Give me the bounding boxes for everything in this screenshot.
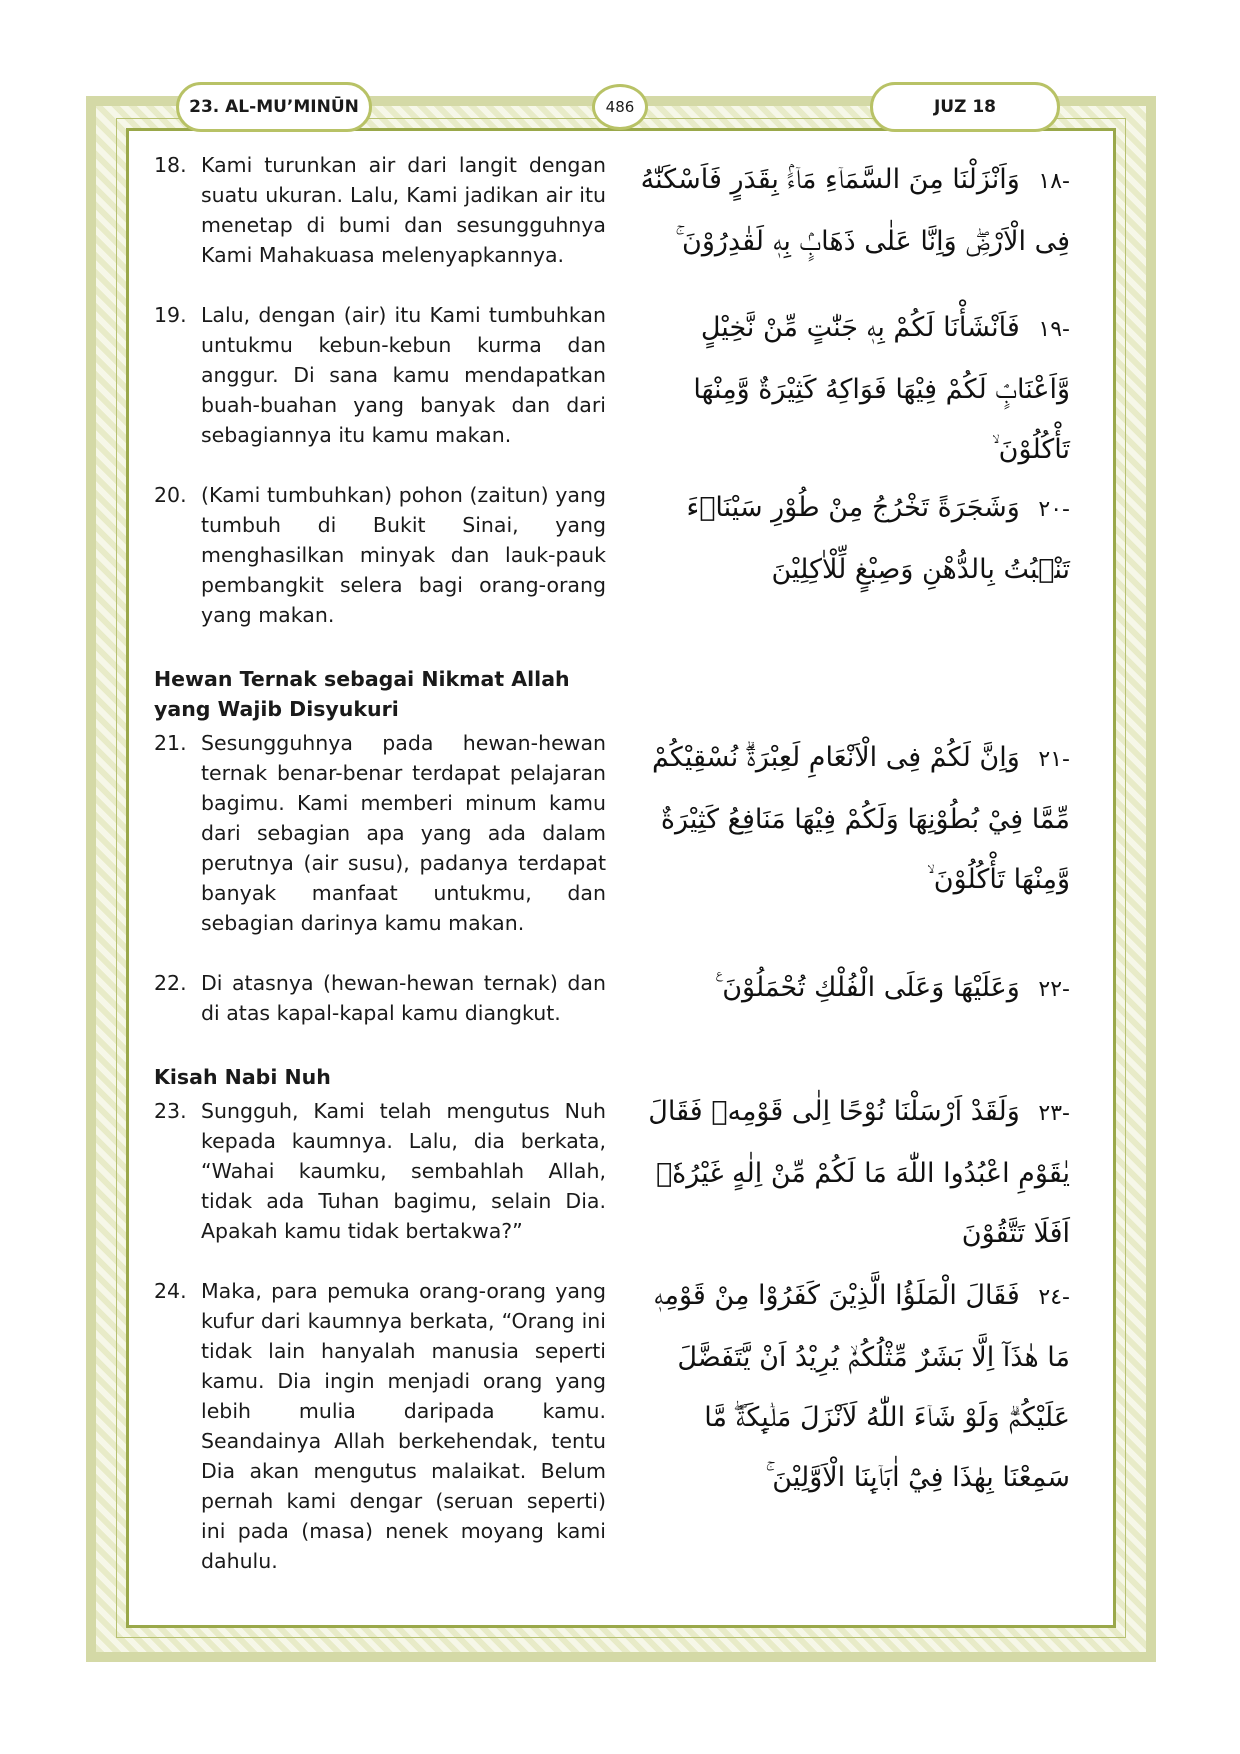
arabic-verse-23 xyxy=(630,1082,1070,1264)
verse-text: Lalu, dengan (air) itu Kami tumbuhkan untukmu kebun-kebun kurma dan anggur. Di sana kamu mendapatkan buah-buahan yang banyak dan dari sebagiannya itu kamu makan. xyxy=(201,303,606,447)
section-heading: Kisah Nabi Nuh xyxy=(154,1065,331,1089)
arabic-verse-text: فَاَنْشَأْنَا لَكُمْ بِهٖ جَنّٰتٍ مِّنْ نَّخِيْلٍ وَّاَعْنَابٍۘ لَكُمْ فِيْهَا فَوَاكِهُ كَثِيْرَةٌ وَّمِنْهَا تَأْكُلُوْنَ ۙ xyxy=(693,312,1070,465)
verse-number: 21. xyxy=(154,731,187,755)
verse-number: 20. xyxy=(154,483,187,507)
arabic-verse-21 xyxy=(630,728,1070,910)
arabic-verse-text: وَشَجَرَةً تَخْرُجُ مِنْ طُوْرِ سَيْنَاۤءَ تَنْۢبُتُ بِالدُّهْنِ وَصِبْغٍ لِّلْاٰكِلِيْنَ xyxy=(686,492,1070,585)
verse-text: Kami turunkan air dari langit dengan suatu ukuran. Lalu, Kami jadikan air itu menetap di bumi dan sesungguhnya Kami Mahakuasa melenyapkannya. xyxy=(201,153,606,267)
verse-number: 22. xyxy=(154,971,187,995)
verse-24 xyxy=(154,1276,606,1576)
verse-text: Sesungguhnya pada hewan-hewan ternak benar-benar terdapat pelajaran bagimu. Kami memberi minum kamu dari sebagian apa yang ada dalam perutnya (air susu), padanya terdapat banyak manfaat untukmu, dan sebagian darinya kamu makan. xyxy=(201,731,606,935)
arabic-verse-24 xyxy=(630,1266,1070,1508)
verse-number: 18. xyxy=(154,153,187,177)
verse-number: 19. xyxy=(154,303,187,327)
arabic-verse-number: -١٨ xyxy=(1038,169,1070,194)
verse-text: (Kami tumbuhkan) pohon (zaitun) yang tumbuh di Bukit Sinai, yang menghasilkan minyak dan lauk-pauk pembangkit selera bagi orang-orang yang makan. xyxy=(201,483,606,627)
arabic-verse-text: وَاِنَّ لَكُمْ فِى الْاَنْعَامِ لَعِبْرَةًۗ نُسْقِيْكُمْ مِّمَّا فِيْ بُطُوْنِهَا وَلَكُمْ فِيْهَا مَنَافِعُ كَثِيْرَةٌ وَّمِنْهَا تَأْكُلُوْنَ ۙ xyxy=(651,742,1070,895)
arabic-verse-text: فَقَالَ الْمَلَؤُا الَّذِيْنَ كَفَرُوْا مِنْ قَوْمِهٖ مَا هٰذَآ اِلَّا بَشَرٌ مِّثْلُكُمْۙ يُرِيْدُ اَنْ يَّتَفَضَّلَ عَلَيْكُمْۗ وَلَوْ شَاۤءَ اللّٰهُ لَاَنْزَلَ مَلٰۤىِٕكَةًۖ مَّا سَمِعْنَا بِهٰذَا فِيْٓ اٰبَاۤىِٕنَا الْاَوَّلِيْنَ ۚ xyxy=(653,1280,1070,1493)
arabic-verse-number: -٢٣ xyxy=(1038,1101,1070,1126)
verse-19 xyxy=(154,300,606,450)
verse-22 xyxy=(154,968,606,1028)
verse-text: Sungguh, Kami telah mengutus Nuh kepada kaumnya. Lalu, dia berkata, “Wahai kaumku, sembahlah Allah, tidak ada Tuhan bagimu, selain Dia. Apakah kamu tidak bertakwa?” xyxy=(201,1099,606,1243)
arabic-verse-20 xyxy=(630,478,1070,600)
arabic-verse-number: -١٩ xyxy=(1038,317,1070,342)
arabic-verse-number: -٢٢ xyxy=(1038,977,1070,1002)
section-heading: Hewan Ternak sebagai Nikmat Allah yang Wajib Disyukuri xyxy=(154,667,570,721)
translation-column xyxy=(154,150,606,1606)
verse-18 xyxy=(154,150,606,270)
verse-number: 23. xyxy=(154,1099,187,1123)
arabic-verse-text: وَاَنْزَلْنَا مِنَ السَّمَاۤءِ مَاۤءًۢ بِقَدَرٍ فَاَسْكَنّٰهُ فِى الْاَرْضِۖ وَاِنَّا عَلٰى ذَهَابٍۢ بِهٖ لَقٰدِرُوْنَ ۚ xyxy=(640,164,1070,257)
juz-label: JUZ 18 xyxy=(870,82,1060,132)
arabic-verse-number: -٢٤ xyxy=(1038,1285,1070,1310)
verse-21 xyxy=(154,728,606,938)
arabic-verse-22 xyxy=(630,958,1070,1020)
verse-number: 24. xyxy=(154,1279,187,1303)
arabic-verse-number: -٢١ xyxy=(1038,747,1070,772)
arabic-verse-text: وَعَلَيْهَا وَعَلَى الْفُلْكِ تُحْمَلُوْنَ ࣖ xyxy=(715,972,1020,1003)
verse-text: Di atasnya (hewan-hewan ternak) dan di atas kapal-kapal kamu diangkut. xyxy=(201,971,606,1025)
page-number: 486 xyxy=(592,84,648,130)
arabic-verse-text: وَلَقَدْ اَرْسَلْنَا نُوْحًا اِلٰى قَوْمِهٖ فَقَالَ يٰقَوْمِ اعْبُدُوا اللّٰهَ مَا لَكُمْ مِّنْ اِلٰهٍ غَيْرُهٗۗ اَفَلَا تَتَّقُوْنَ xyxy=(648,1096,1070,1249)
verse-23 xyxy=(154,1096,606,1246)
verse-text: Maka, para pemuka orang-orang yang kufur dari kaumnya berkata, “Orang ini tidak lain hanyalah manusia seperti kamu. Dia ingin menjadi orang yang lebih mulia daripada kamu. Seandainya Allah berkehendak, tentu Dia akan mengutus malaikat. Belum pernah kami dengar (seruan seperti) ini pada (masa) nenek moyang kami dahulu. xyxy=(201,1279,606,1573)
surah-title: 23. AL-MU’MINŪN xyxy=(176,82,372,132)
verse-20 xyxy=(154,480,606,630)
arabic-verse-19 xyxy=(630,298,1070,480)
arabic-verse-18 xyxy=(630,150,1070,272)
arabic-verse-number: -٢٠ xyxy=(1038,497,1070,522)
